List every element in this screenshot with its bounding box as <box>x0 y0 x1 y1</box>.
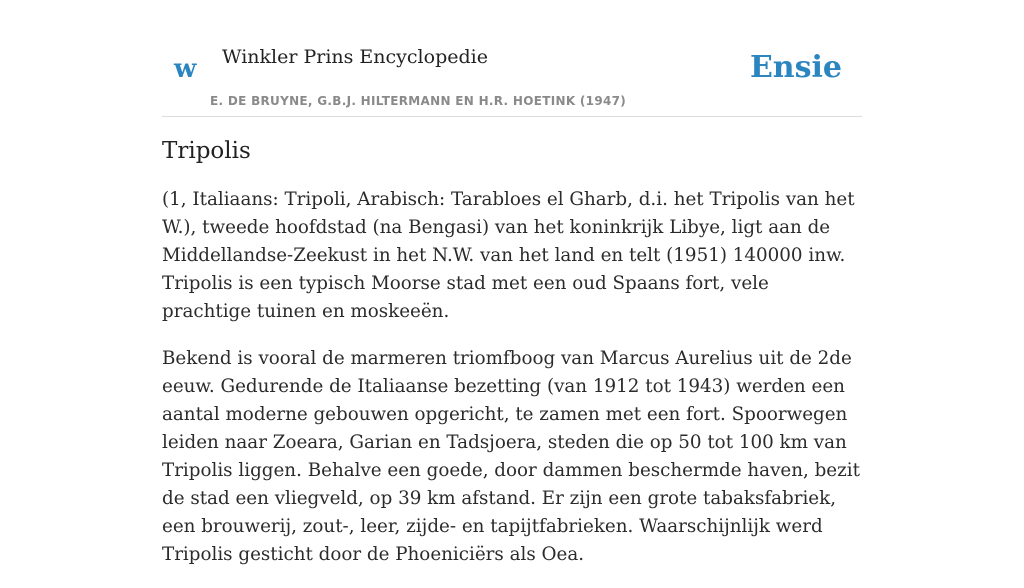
brand-logo[interactable]: Ensie <box>749 50 842 85</box>
logo-icon[interactable]: w <box>174 54 197 84</box>
article-paragraph: Bekend is vooral de marmeren triomfboog van Marcus Aurelius uit de 2de eeuw. Gedurende de Italiaanse bezetting (van 1912 tot 1943) werden een aantal moderne gebouwen opgericht, te zamen met een fort. Spoorwegen leiden naar Zoeara, Garian en Tadsjoera, steden die op 50 tot 100 km van Tripolis liggen. Behalve een goede, door dammen beschermde haven, bezit de stad een vliegveld, op 39 km afstand. Er zijn een grote tabaksfabriek, een brouwerij, zout-, leer, zijde- en tapijtfabrieken. Waarschijnlijk werd Tripolis gesticht door de Phoeniciërs als Oea. <box>162 348 860 565</box>
page-title: Tripolis <box>162 138 251 164</box>
article-paragraph: (1, Italiaans: Tripoli, Arabisch: Tarabloes el Gharb, d.i. het Tripolis van het W.), tweede hoofdstad (na Bengasi) van het koninkrijk Libye, ligt aan de Middellandse-Zeekust in het N.W. van het land en telt (1951) 140000 inw. Tripolis is een typisch Moorse stad met een oud Spaans fort, vele prachtige tuinen en moskeeën. <box>162 189 855 322</box>
authors-line: E. DE BRUYNE, G.B.J. HILTERMANN EN H.R. HOETINK (1947) <box>210 94 627 108</box>
publication-title[interactable]: Winkler Prins Encyclopedie <box>222 46 488 68</box>
article <box>162 138 862 588</box>
site-header <box>162 0 862 117</box>
